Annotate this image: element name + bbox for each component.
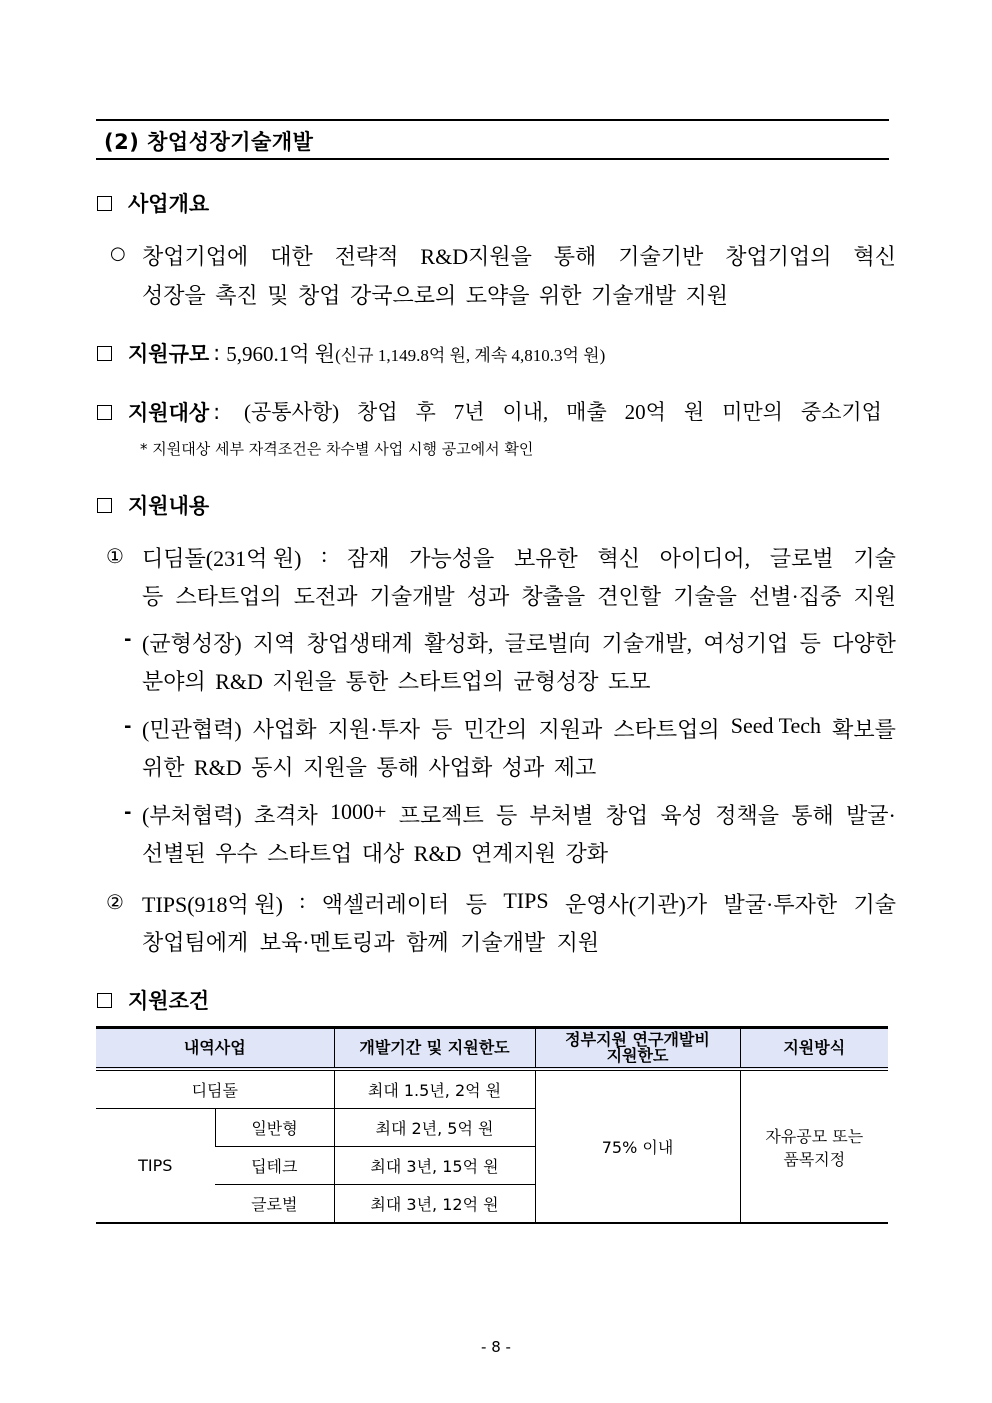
word: 확보를 — [832, 717, 896, 742]
cell-sub-program: 글로벌 — [215, 1185, 334, 1224]
word: 등 — [142, 584, 164, 609]
word: 스타트업의 — [613, 717, 720, 742]
word: 아이디어, — [659, 546, 751, 571]
cell-sub-program: 딥테크 — [215, 1147, 334, 1185]
cell-sub-program: 일반형 — [215, 1109, 334, 1147]
word: 기술 — [853, 892, 896, 917]
item-1-line-1 — [142, 542, 896, 573]
heading-overview — [97, 188, 209, 218]
word: 디딤돌(231억 원) — [142, 546, 302, 571]
word: 지원과 — [538, 717, 603, 742]
heading-content-label: 지원내용 — [128, 494, 210, 518]
colon: : — [213, 341, 221, 365]
word: 도전과 — [293, 584, 358, 609]
word: : — [299, 888, 306, 913]
word: : — [321, 542, 328, 567]
cell-program: TIPS — [96, 1109, 215, 1224]
heading-target — [97, 397, 226, 427]
word: 등 — [431, 717, 453, 742]
word: 전략적 — [334, 244, 399, 269]
word: 7년 — [453, 400, 485, 424]
sub-item-2-line-2: 위한 R&D 동시 지원을 통해 사업화 성과 제고 — [142, 755, 597, 780]
word: 액셀러레이터 — [321, 892, 450, 917]
word: 성과 — [466, 584, 510, 609]
word: 다양한 — [832, 631, 896, 656]
word: 혁신 — [597, 546, 640, 571]
word: 통해 — [553, 244, 597, 269]
word: 활성화, — [424, 631, 494, 656]
word: TIPS(918억 원) — [142, 892, 283, 917]
word: 후 — [415, 400, 436, 424]
word: 스타트업의 — [175, 584, 282, 609]
word: 프로젝트 — [398, 803, 484, 828]
cell-period-limit: 최대 3년, 15억 원 — [334, 1147, 535, 1185]
word: Seed Tech — [730, 713, 822, 738]
table-row — [96, 1069, 888, 1109]
word: 대한 — [270, 244, 313, 269]
method-line2: 품목지정 — [783, 1149, 846, 1169]
word: 창출을 — [521, 584, 586, 609]
word: 중소기업 — [800, 400, 882, 424]
checkbox-square-icon — [97, 498, 112, 513]
word: 기술개발, — [601, 631, 693, 656]
dash-bullet: - — [124, 629, 132, 650]
cell-gov-support-limit: 75% 이내 — [535, 1069, 740, 1223]
header-gov-support-line2: 지원한도 — [606, 1046, 669, 1065]
target-text — [244, 396, 882, 426]
word: 육성 — [660, 803, 703, 828]
word: 창업기업의 — [725, 244, 832, 269]
word: 등 — [799, 631, 821, 656]
heading-budget — [97, 338, 605, 368]
header-gov-support-line1: 정부지원 연구개발비 — [565, 1030, 710, 1049]
colon: : — [213, 400, 221, 424]
target-note: * 지원대상 세부 자격조건은 차수별 사업 시행 공고에서 확인 — [140, 440, 534, 458]
word: 부처별 — [529, 803, 594, 828]
word: 가능성을 — [409, 546, 495, 571]
word: 초격차 — [253, 803, 318, 828]
checkbox-square-icon — [97, 405, 112, 420]
cell-method — [740, 1069, 888, 1223]
word: 선별·집중 — [749, 584, 842, 609]
dash-bullet: - — [124, 802, 132, 823]
heading-overview-label: 사업개요 — [128, 192, 210, 216]
circle-bullet-icon: ○ — [110, 243, 126, 264]
budget-detail: (신규 1,149.8억 원, 계속 4,810.3억 원) — [335, 345, 606, 365]
checkbox-square-icon — [97, 196, 112, 211]
word: 원 — [683, 400, 705, 424]
heading-content — [97, 490, 209, 520]
word: TIPS — [503, 888, 549, 913]
word: 견인할 — [597, 584, 662, 609]
word: 사업화 — [252, 717, 317, 742]
header-period-limit: 개발기간 및 지원한도 — [334, 1028, 535, 1070]
word: (공통사항) — [244, 400, 340, 424]
word: 기술을 — [673, 584, 737, 609]
page-number: - 8 - — [481, 1338, 511, 1356]
circled-number-1-icon: ① — [106, 544, 124, 568]
word: 창업기업에 — [142, 244, 249, 269]
word: 통해 — [791, 803, 834, 828]
table-header-row — [96, 1028, 888, 1070]
word: 이내, — [502, 400, 549, 424]
item-1-line-2 — [142, 580, 896, 611]
cell-period-limit: 최대 2년, 5억 원 — [334, 1109, 535, 1147]
section-title-bar — [96, 119, 889, 160]
word: 발굴·투자한 — [723, 892, 838, 917]
word: 창업 — [357, 400, 398, 424]
heading-target-label: 지원대상 — [128, 401, 210, 425]
word: 등 — [496, 803, 518, 828]
word: 민간의 — [463, 717, 528, 742]
word: 20억 — [624, 400, 666, 424]
word: 지역 — [252, 631, 296, 656]
word: 등 — [465, 892, 487, 917]
word: 글로벌 — [769, 546, 834, 571]
header-program: 내역사업 — [96, 1028, 334, 1070]
heading-budget-label: 지원규모 — [128, 342, 210, 366]
word: 보유한 — [513, 546, 578, 571]
item-2-line-1 — [142, 888, 896, 919]
sub-item-3-line-1 — [142, 799, 896, 830]
word: 운영사(기관)가 — [564, 892, 708, 917]
section-title: (2) 창업성장기술개발 — [104, 130, 314, 154]
word: 혁신 — [853, 244, 896, 269]
sub-item-3-line-2: 선별된 우수 스타트업 대상 R&D 연계지원 강화 — [142, 841, 608, 866]
cell-program: 디딤돌 — [96, 1069, 334, 1109]
dash-bullet: - — [124, 716, 132, 737]
overview-line-1 — [142, 240, 896, 271]
word: 매출 — [566, 400, 607, 424]
word: (부처협력) — [142, 803, 242, 828]
word: 기술개발 — [369, 584, 455, 609]
circled-number-2-icon: ② — [106, 890, 124, 914]
word: 기술기반 — [618, 244, 704, 269]
heading-conditions-label: 지원조건 — [128, 989, 210, 1013]
budget-total: 5,960.1억 원 — [226, 342, 336, 366]
word: R&D지원을 — [420, 244, 532, 269]
word: 창업 — [605, 803, 649, 828]
word: 발굴· — [846, 803, 896, 828]
word: 지원 — [853, 584, 896, 609]
word: 기술 — [853, 546, 896, 571]
word: 1000+ — [330, 799, 387, 824]
header-method: 지원방식 — [740, 1028, 888, 1070]
heading-conditions — [97, 985, 209, 1015]
word: 지원·투자 — [327, 717, 421, 742]
word: (균형성장) — [142, 631, 242, 656]
word: 정책을 — [715, 803, 779, 828]
word: 창업생태계 — [306, 631, 413, 656]
word: 미만의 — [722, 400, 783, 424]
header-gov-support-limit — [535, 1028, 740, 1070]
word: 잠재 — [346, 546, 390, 571]
word: 여성기업 — [703, 631, 789, 656]
sub-item-2-line-1 — [142, 713, 896, 744]
word: 글로벌向 — [504, 631, 591, 656]
method-line1: 자유공모 또는 — [765, 1126, 864, 1146]
overview-line-2: 성장을 촉진 및 창업 강국으로의 도약을 위한 기술개발 지원 — [142, 283, 729, 308]
checkbox-square-icon — [97, 346, 112, 361]
cell-period-limit: 최대 1.5년, 2억 원 — [334, 1069, 535, 1109]
word: (민관협력) — [142, 717, 242, 742]
item-2-line-2: 창업팀에게 보육·멘토링과 함께 기술개발 지원 — [142, 930, 600, 955]
sub-item-1-line-1 — [142, 627, 896, 658]
checkbox-square-icon — [97, 993, 112, 1008]
sub-item-1-line-2: 분야의 R&D 지원을 통한 스타트업의 균형성장 도모 — [142, 669, 651, 694]
cell-period-limit: 최대 3년, 12억 원 — [334, 1185, 535, 1224]
support-conditions-table — [96, 1026, 888, 1224]
